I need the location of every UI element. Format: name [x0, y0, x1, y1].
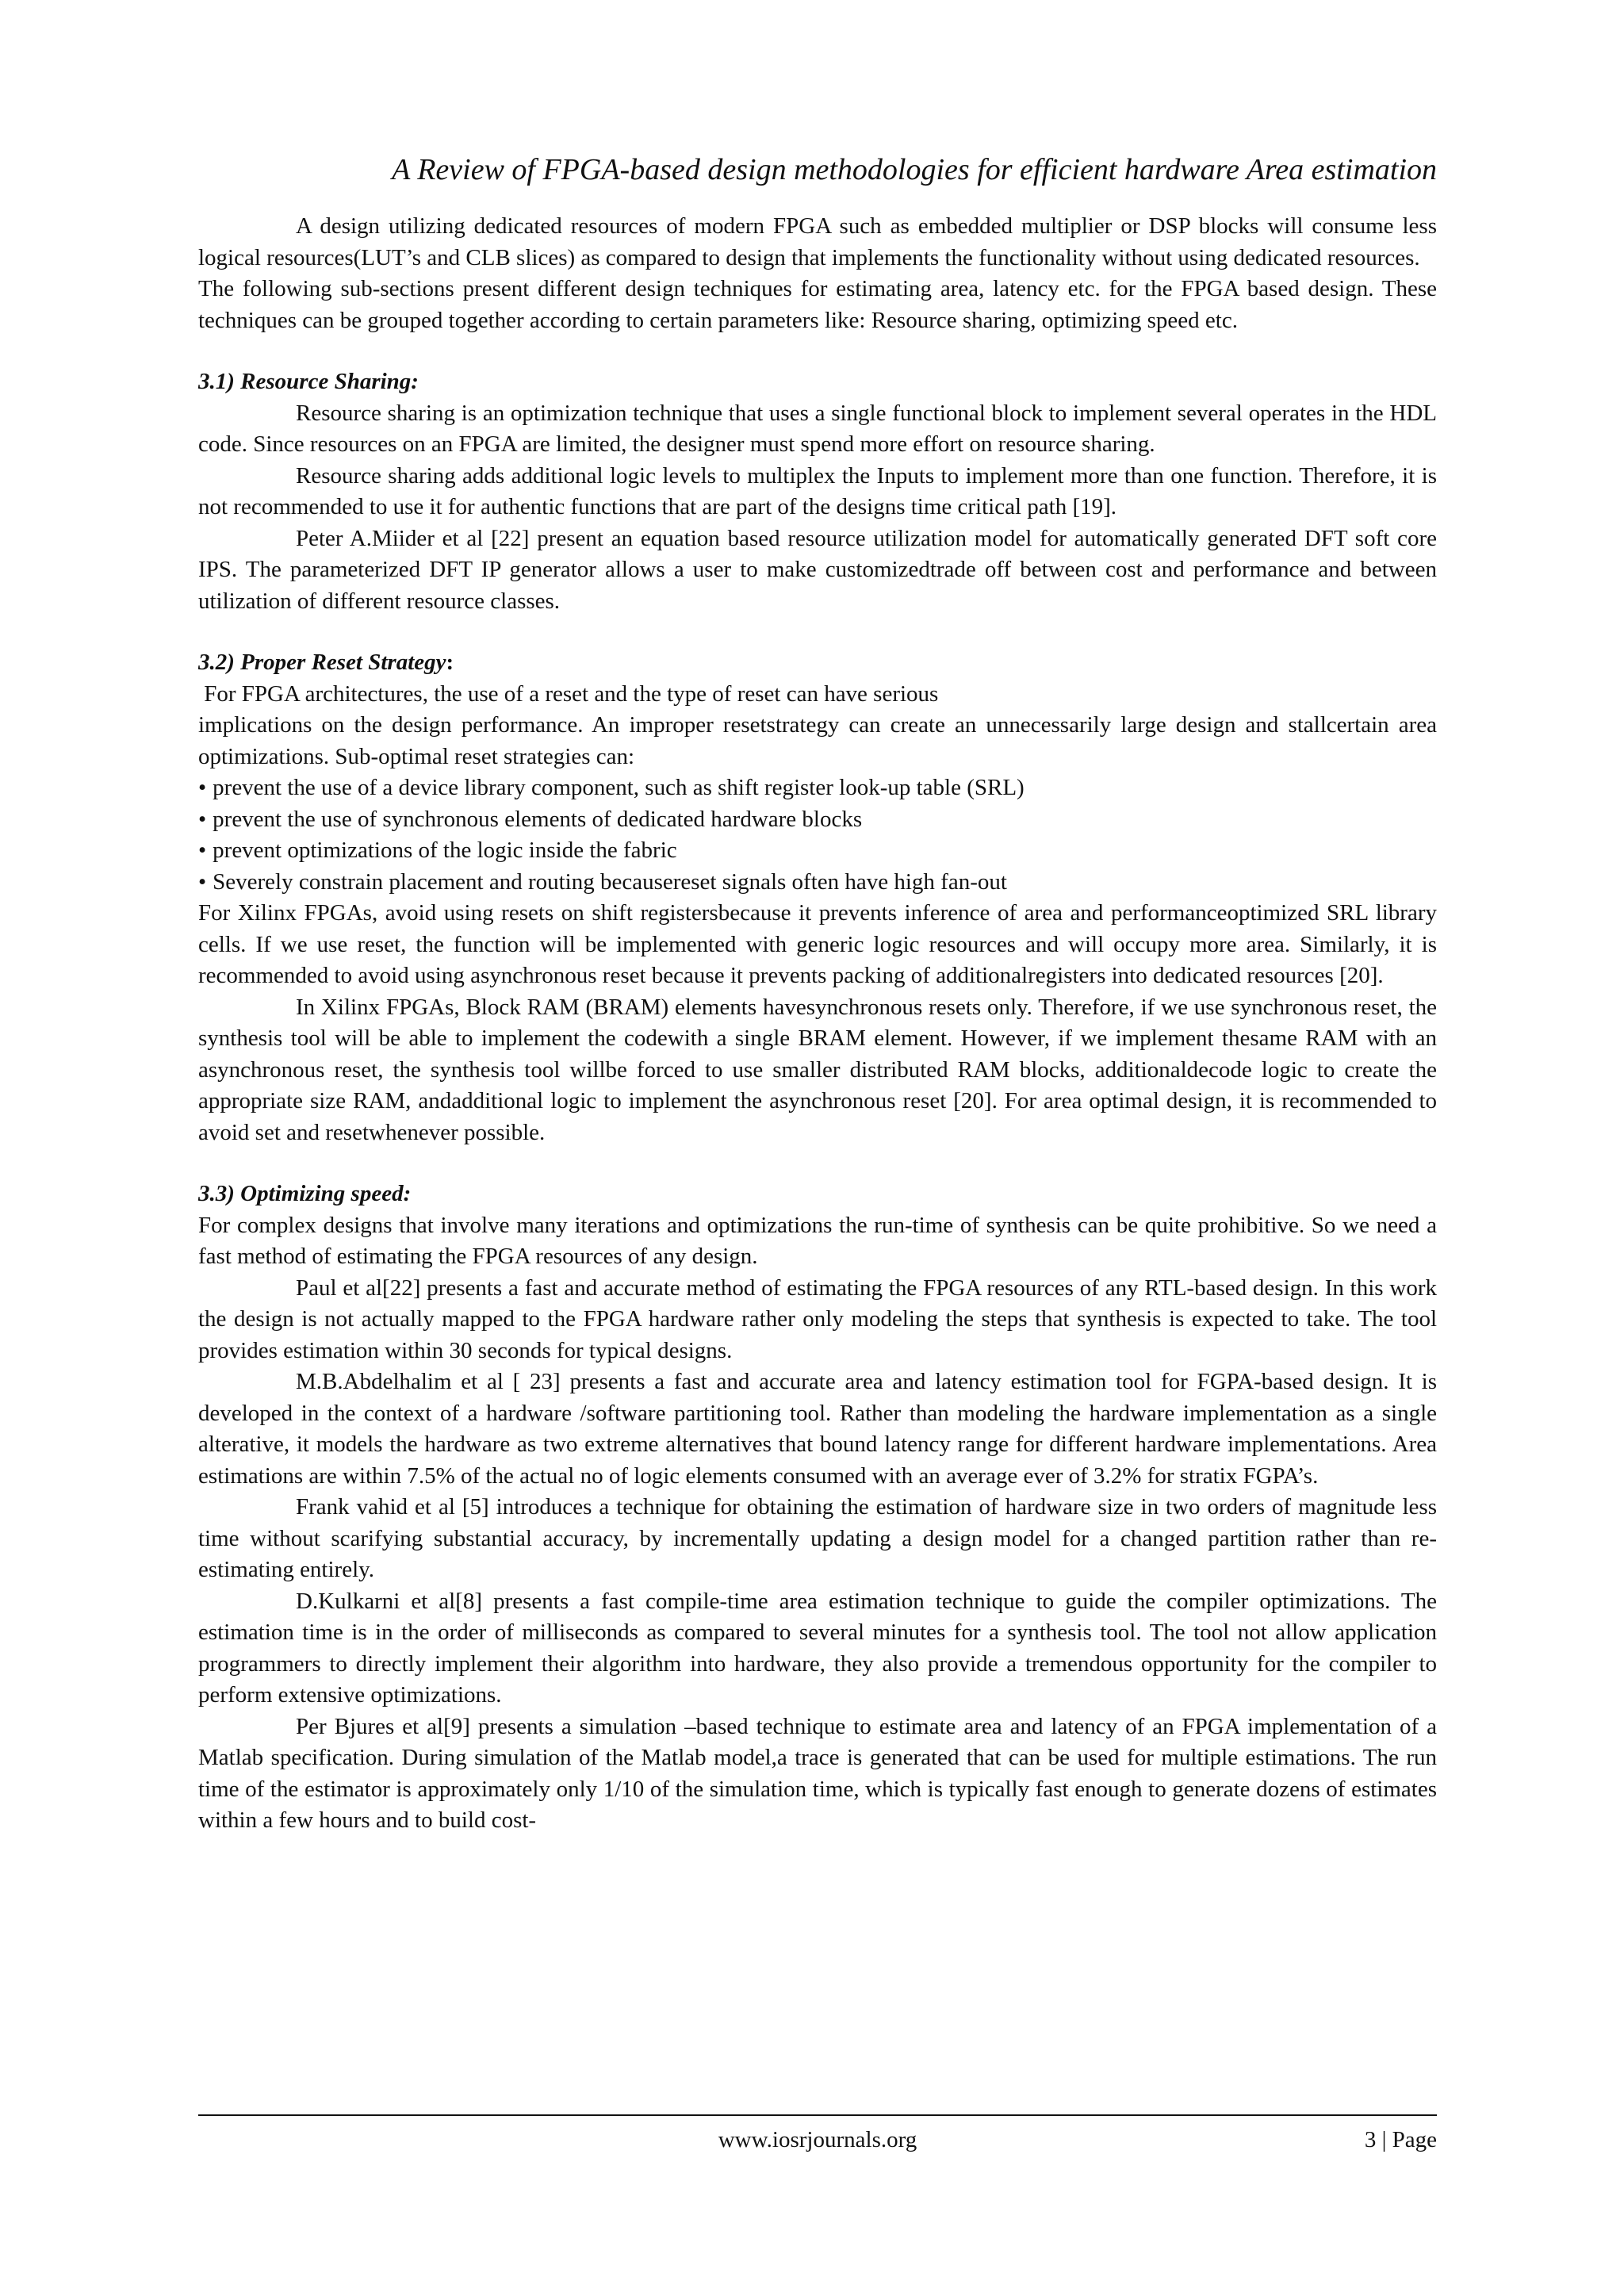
spacer	[198, 336, 1437, 366]
list-item	[198, 804, 1437, 836]
s33-paragraph-5: D.Kulkarni et al[8] presents a fast compile-time area estimation technique to guide the compiler optimizations. The estimation time is in the order of milliseconds as compared to several minutes for a synthesis tool. The tool not allow application programmers to directly implement their algorithm into hardware, they also provide a tremendous opportunity for the compiler to perform extensive optimizations.	[198, 1588, 1437, 1708]
section-heading-3-2: 3.2) Proper Reset Strategy	[198, 650, 446, 675]
page-body	[198, 151, 1437, 1837]
s33-paragraph-2: Paul et al[22] presents a fast and accurate method of estimating the FPGA resources of any RTL-based design. In this work the design is not actually mapped to the FPGA hardware rather only modeling the steps that synthesis is expected to take. The tool provides estimation within 30 seconds for typical designs.	[198, 1274, 1437, 1363]
intro-paragraph-1: A design utilizing dedicated resources of modern FPGA such as embedded multiplier or DSP blocks will consume less logical resources(LUT’s and CLB slices) as compared to design that implements the functionality without using dedicated resources.	[198, 213, 1437, 270]
page-footer	[198, 2124, 1437, 2159]
s33-paragraph-4: Frank vahid et al [5] introduces a technique for obtaining the estimation of hardware size in two orders of magnitude less time without scarifying substantial accuracy, by incrementally updating a design model for a changed partition rather than re-estimating entirely.	[198, 1494, 1437, 1582]
page-number: 3 | Page	[1364, 2127, 1437, 2152]
list-item	[198, 867, 1437, 899]
running-head: A Review of FPGA-based design methodologies for efficient hardware Area estimation	[392, 153, 1437, 186]
s32-paragraph-1: implications on the design performance. An improper resetstrategy can create an unnecessarily large design and stallcertain area optimizations. Sub-optimal reset strategies can:	[198, 712, 1437, 769]
s33-paragraph-6: Per Bjures et al[9] presents a simulation –based technique to estimate area and latency of an FPGA implementation of a Matlab specification. During simulation of the Matlab model,a trace is generated that can be used for multiple estimations. The run time of the estimator is approximately only 1/10 of the simulation time, which is typically fast enough to generate dozens of estimates within a few hours and to build cost-	[198, 1713, 1437, 1833]
section-heading-3-1: 3.1) Resource Sharing:	[198, 369, 419, 394]
bullet-icon: •	[198, 775, 207, 800]
s33-paragraph-1: For complex designs that involve many iterations and optimizations the run-time of synthesis can be quite prohibitive. So we need a fast method of estimating the FPGA resources of any design.	[198, 1212, 1437, 1269]
section-heading-3-2-colon: :	[446, 650, 454, 675]
spacer	[198, 1148, 1437, 1179]
s32-paragraph-3: In Xilinx FPGAs, Block RAM (BRAM) elements havesynchronous resets only. Therefore, if we use synchronous reset, the synthesis tool will be able to implement the codewith a single BRAM element. However, if we implement thesame RAM with an asynchronous reset, the synthesis tool willbe forced to use smaller distributed RAM blocks, additionaldecode logic to create the appropriate size RAM, andadditional logic to implement the asynchronous reset [20]. For area optimal design, it is recommended to avoid set and resetwhenever possible.	[198, 994, 1437, 1145]
bullet-icon: •	[198, 806, 207, 832]
list-item	[198, 835, 1437, 867]
list-item	[198, 772, 1437, 804]
s31-paragraph-1: Resource sharing is an optimization technique that uses a single functional block to implement several operates in the HDL code. Since resources on an FPGA are limited, the designer must spend more effort on resource sharing.	[198, 400, 1437, 457]
s31-paragraph-2: Resource sharing adds additional logic levels to multiplex the Inputs to implement more than one function. Therefore, it is not recommended to use it for authentic functions that are part of the designs time critical path [19].	[198, 462, 1437, 519]
bullet-icon: •	[198, 868, 207, 895]
s32-line-1: For FPGA architectures, the use of a reset and the type of reset can have serious	[198, 680, 939, 707]
footer-url-link[interactable]: www.iosrjournals.org	[718, 2127, 917, 2152]
section-heading-3-3: 3.3) Optimizing speed:	[198, 1181, 412, 1206]
list-item-text: Severely constrain placement and routing becausereset signals often have high fan-out	[213, 868, 1007, 895]
intro-paragraph-2: The following sub-sections present different design techniques for estimating area, latency etc. for the FPGA based design. These techniques can be grouped together according to certain parameters like: Resource sharing, optimizing speed etc.	[198, 276, 1437, 333]
s32-paragraph-2: For Xilinx FPGAs, avoid using resets on shift registersbecause it prevents inference of area and performanceoptimized SRL library cells. If we use reset, the function will be implemented with generic logic resources and will occupy more area. Similarly, it is recommended to avoid using asynchronous reset because it prevents packing of additionalregisters into dedicated resources [20].	[198, 900, 1437, 988]
list-item-text: prevent the use of a device library component, such as shift register look-up table (SRL)	[213, 775, 1025, 800]
s32-bullet-list	[198, 772, 1437, 898]
footer-divider	[198, 2114, 1437, 2116]
list-item-text: prevent the use of synchronous elements of dedicated hardware blocks	[213, 806, 863, 832]
s33-paragraph-3: M.B.Abdelhalim et al [ 23] presents a fast and accurate area and latency estimation tool for FGPA-based design. It is developed in the context of a hardware /software partitioning tool. Rather than modeling the hardware implementation as a single alterative, it models the hardware as two extreme alternatives that bound latency range for different hardware implementations. Area estimations are within 7.5% of the actual no of logic elements consumed with an average ever of 3.2% for stratix FGPA’s.	[198, 1369, 1437, 1489]
list-item-text: prevent optimizations of the logic inside the fabric	[213, 838, 677, 863]
s31-paragraph-3: Peter A.Miider et al [22] present an equation based resource utilization model for automatically generated DFT soft core IPS. The parameterized DFT IP generator allows a user to make customizedtrade off between cost and performance and between utilization of different resource classes.	[198, 525, 1437, 614]
spacer	[198, 617, 1437, 647]
bullet-icon: •	[198, 838, 207, 863]
section-heading-3-2-line	[198, 647, 1437, 679]
